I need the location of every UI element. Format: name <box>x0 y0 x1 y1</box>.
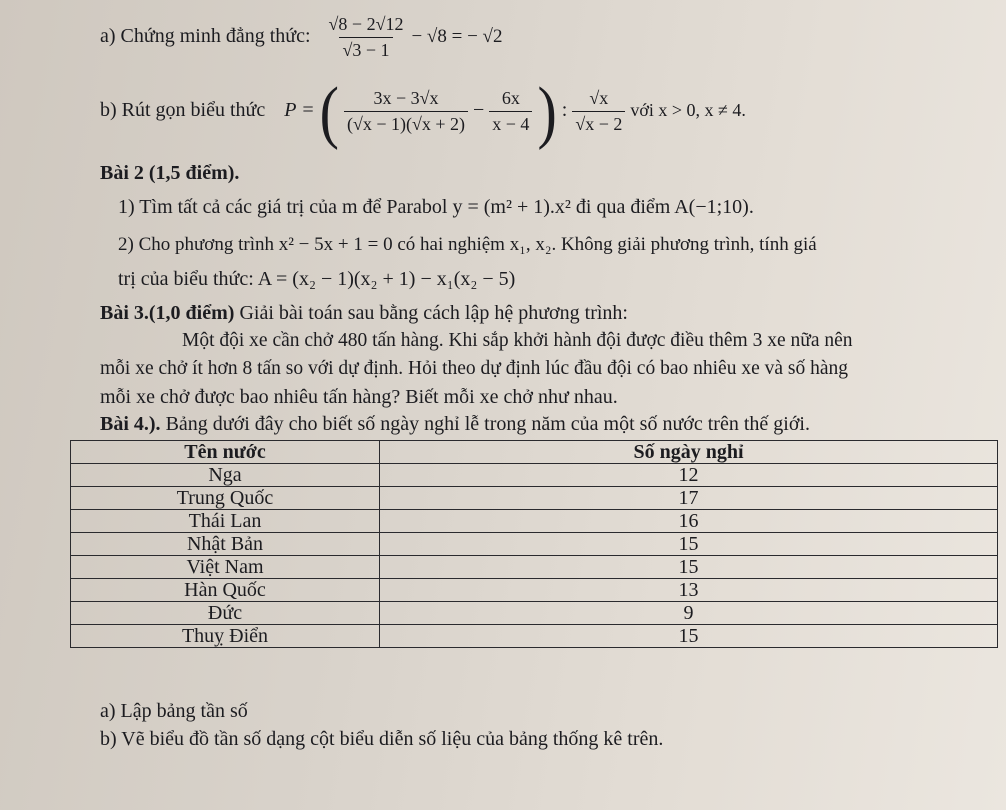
part-b-minus: − <box>473 99 485 122</box>
left-paren-icon: ( <box>319 71 339 150</box>
table-row <box>71 602 998 625</box>
table-row <box>71 510 998 533</box>
table-cell-days: 12 <box>380 464 998 487</box>
bai3-line-3: mỗi xe chở được bao nhiêu tấn hàng? Biết mỗi xe chở như nhau. <box>100 386 618 408</box>
table-cell-country: Thái Lan <box>71 510 380 533</box>
table-cell-days: 17 <box>380 487 998 510</box>
bai3-heading <box>100 302 628 325</box>
table-cell-country: Nga <box>71 464 380 487</box>
table-cell-days: 15 <box>380 625 998 648</box>
bai3-line-1: Một đội xe cần chở 480 tấn hàng. Khi sắp khởi hành đội được điều thêm 3 xe nữa nên <box>182 330 853 351</box>
bai3-title: Bài 3.(1,0 điểm) <box>100 302 235 324</box>
bai3-intro: Giải bài toán sau bằng cách lập hệ phương trình: <box>239 302 628 324</box>
part-b-fraction-3-denominator: √x − 2 <box>572 111 625 135</box>
bai2-title: Bài 2 (1,5 điểm). <box>100 162 240 184</box>
part-b-fraction-1 <box>344 88 468 135</box>
holiday-table <box>70 440 998 648</box>
table-cell-country: Nhật Bản <box>71 533 380 556</box>
table-cell-days: 15 <box>380 556 998 579</box>
part-b-fraction-1-denominator: (√x − 1)(√x + 2) <box>344 111 468 135</box>
part-b-fraction-2 <box>489 88 532 135</box>
part-b-colon: : <box>561 99 568 122</box>
part-a-fraction-numerator: √8 − 2√12 <box>328 14 404 34</box>
part-b-fraction-3-numerator: √x <box>589 88 609 108</box>
part-a <box>100 14 502 61</box>
table-cell-country: Trung Quốc <box>71 487 380 510</box>
table-header-country: Tên nước <box>71 441 380 464</box>
part-b-fraction-2-denominator: x − 4 <box>489 111 532 135</box>
table-cell-days: 13 <box>380 579 998 602</box>
part-b-label: b) Rút gọn biểu thức <box>100 99 266 122</box>
table-cell-days: 9 <box>380 602 998 625</box>
right-paren-icon: ) <box>537 71 557 150</box>
bai3-line-2: mỗi xe chở ít hơn 8 tấn so với dự định. Hỏi theo dự định lúc đầu đội có bao nhiêu xe và số hàng <box>100 358 848 379</box>
table-cell-days: 16 <box>380 510 998 533</box>
part-b-fraction-2-numerator: 6x <box>501 88 520 108</box>
part-a-label: a) Chứng minh đẳng thức: <box>100 25 311 48</box>
bai4-intro: Bảng dưới đây cho biết số ngày nghỉ lễ trong năm của một số nước trên thế giới. <box>165 413 810 435</box>
table-row <box>71 625 998 648</box>
part-b-p-lead: P = <box>284 99 315 122</box>
part-b-fraction-3 <box>572 88 625 135</box>
table-row <box>71 487 998 510</box>
part-b-condition: với x > 0, x ≠ 4. <box>630 100 746 121</box>
table-row <box>71 464 998 487</box>
bai2-question-2-line-2: trị của biểu thức: A = (x₂ − 1)(x₂ + 1) − x₁(x₂ − 5) <box>118 268 516 290</box>
table-row <box>71 533 998 556</box>
bai2-question-2-line-1: 2) Cho phương trình x² − 5x + 1 = 0 có hai nghiệm x₁, x₂. Không giải phương trình, tính giá <box>118 234 817 255</box>
table-row <box>71 556 998 579</box>
table-header-days: Số ngày nghỉ <box>380 441 998 464</box>
part-a-fraction-denominator: √3 − 1 <box>339 37 392 61</box>
table-cell-country: Đức <box>71 602 380 625</box>
part-a-fraction <box>326 14 407 61</box>
bai4-heading <box>100 413 810 436</box>
table-cell-country: Thuỵ Điển <box>71 625 380 648</box>
part-b <box>100 71 746 150</box>
table-cell-country: Việt Nam <box>71 556 380 579</box>
table-cell-country: Hàn Quốc <box>71 579 380 602</box>
bai4-question-b: b) Vẽ biểu đồ tần số dạng cột biểu diễn số liệu của bảng thống kê trên. <box>100 728 664 750</box>
part-b-fraction-1-numerator: 3x − 3√x <box>373 88 439 108</box>
bai2-question-1: 1) Tìm tất cả các giá trị của m để Parabol y = (m² + 1).x² đi qua điểm A(−1;10). <box>118 196 754 218</box>
table-cell-days: 15 <box>380 533 998 556</box>
table-header-row <box>71 441 998 464</box>
part-a-rest: − √8 = − √2 <box>411 26 503 48</box>
table-row <box>71 579 998 602</box>
bai4-title: Bài 4.). <box>100 413 161 435</box>
bai4-question-a: a) Lập bảng tần số <box>100 700 248 722</box>
